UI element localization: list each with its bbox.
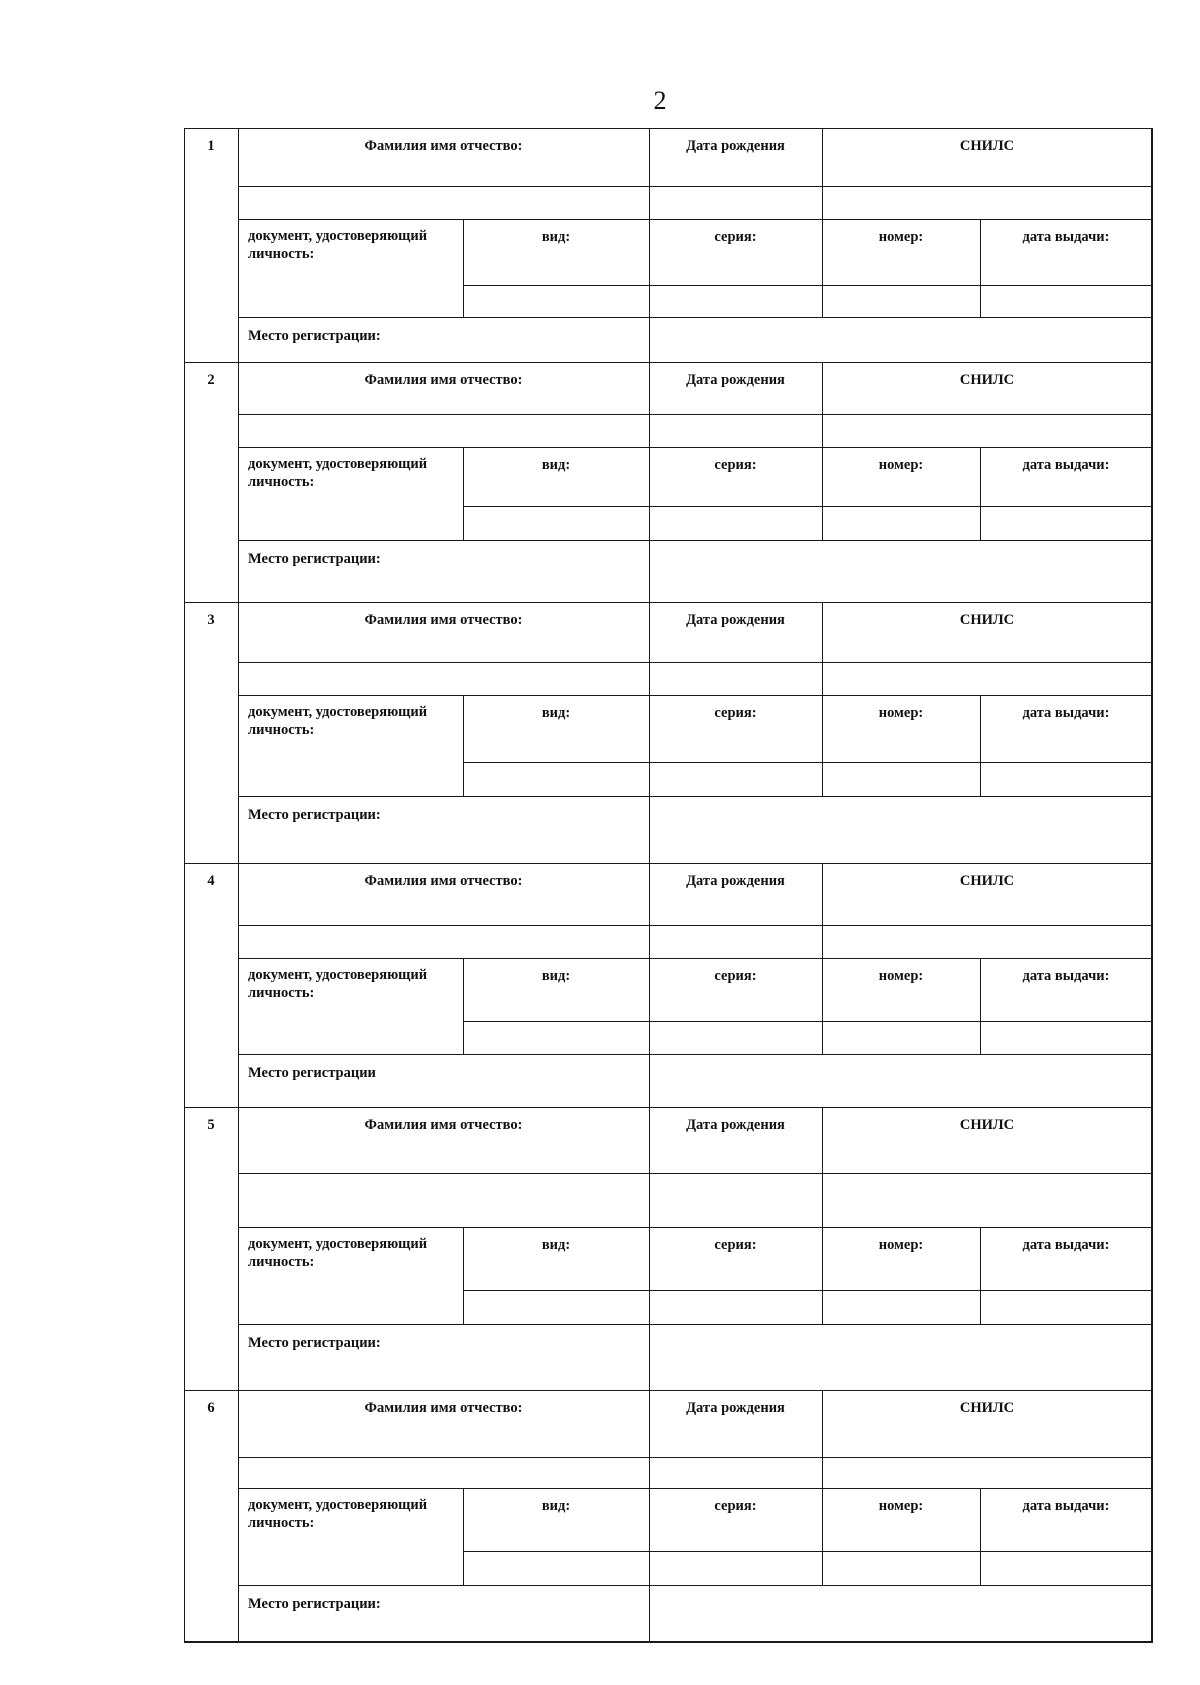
snils-field[interactable] bbox=[822, 662, 1153, 696]
doc-series-label: серия: bbox=[714, 968, 757, 984]
doc-series-field[interactable] bbox=[649, 762, 823, 797]
id-document-label: документ, удостоверяющий личность: bbox=[248, 1236, 428, 1270]
doc-series-label: серия: bbox=[714, 1498, 757, 1514]
registration-field[interactable] bbox=[649, 317, 1153, 363]
doc-number-label: номер: bbox=[878, 1498, 924, 1514]
snils-label: СНИЛС bbox=[959, 612, 1015, 628]
doc-number-field[interactable] bbox=[822, 1290, 981, 1325]
doc-type-label: вид: bbox=[541, 1237, 571, 1253]
snils-field[interactable] bbox=[822, 1457, 1153, 1489]
doc-number-label: номер: bbox=[878, 229, 924, 245]
birth-date-field[interactable] bbox=[649, 1173, 823, 1228]
doc-issue-date-field[interactable] bbox=[980, 762, 1153, 797]
doc-issue-date-label: дата выдачи: bbox=[1022, 229, 1110, 245]
birth-date-field[interactable] bbox=[649, 414, 823, 448]
doc-issue-date-label: дата выдачи: bbox=[1022, 1237, 1110, 1253]
doc-series-label: серия: bbox=[714, 705, 757, 721]
birth-date-label: Дата рождения bbox=[686, 873, 785, 889]
doc-type-field[interactable] bbox=[463, 506, 650, 541]
doc-number-label: номер: bbox=[878, 705, 924, 721]
doc-issue-date-field[interactable] bbox=[980, 1551, 1153, 1586]
doc-issue-date-label: дата выдачи: bbox=[1022, 457, 1110, 473]
birth-date-label: Дата рождения bbox=[686, 612, 785, 628]
fio-label: Фамилия имя отчество: bbox=[364, 372, 523, 388]
id-document-label: документ, удостоверяющий личность: bbox=[248, 704, 428, 738]
fio-field[interactable] bbox=[238, 1457, 650, 1489]
birth-date-field[interactable] bbox=[649, 925, 823, 959]
fio-field[interactable] bbox=[238, 186, 650, 220]
registration-field[interactable] bbox=[649, 540, 1153, 603]
id-document-label: документ, удостоверяющий личность: bbox=[248, 228, 428, 262]
doc-issue-date-label: дата выдачи: bbox=[1022, 1498, 1110, 1514]
doc-issue-date-field[interactable] bbox=[980, 285, 1153, 318]
snils-field[interactable] bbox=[822, 925, 1153, 959]
snils-label: СНИЛС bbox=[959, 1400, 1015, 1416]
doc-type-label: вид: bbox=[541, 229, 571, 245]
record-number-cell bbox=[184, 1107, 239, 1391]
doc-number-label: номер: bbox=[878, 1237, 924, 1253]
record-number: 3 bbox=[207, 612, 215, 628]
snils-field[interactable] bbox=[822, 1173, 1153, 1228]
registration-field[interactable] bbox=[649, 1324, 1153, 1391]
fio-label: Фамилия имя отчество: bbox=[364, 612, 523, 628]
record-number-cell bbox=[184, 863, 239, 1108]
doc-issue-date-label: дата выдачи: bbox=[1022, 705, 1110, 721]
doc-issue-date-label: дата выдачи: bbox=[1022, 968, 1110, 984]
doc-series-field[interactable] bbox=[649, 285, 823, 318]
birth-date-field[interactable] bbox=[649, 186, 823, 220]
doc-number-label: номер: bbox=[878, 968, 924, 984]
page-number: 2 bbox=[653, 86, 667, 115]
doc-type-field[interactable] bbox=[463, 762, 650, 797]
doc-number-label: номер: bbox=[878, 457, 924, 473]
doc-series-label: серия: bbox=[714, 457, 757, 473]
registration-label-cell bbox=[238, 1585, 650, 1643]
record-number: 1 bbox=[207, 138, 215, 154]
doc-type-label: вид: bbox=[541, 457, 571, 473]
doc-issue-date-field[interactable] bbox=[980, 1021, 1153, 1055]
snils-field[interactable] bbox=[822, 414, 1153, 448]
doc-number-field[interactable] bbox=[822, 285, 981, 318]
fio-label: Фамилия имя отчество: bbox=[364, 138, 523, 154]
registration-label: Место регистрации: bbox=[248, 328, 381, 344]
doc-type-field[interactable] bbox=[463, 1021, 650, 1055]
doc-series-field[interactable] bbox=[649, 506, 823, 541]
fio-label: Фамилия имя отчество: bbox=[364, 1400, 523, 1416]
doc-type-label: вид: bbox=[541, 705, 571, 721]
record-number: 2 bbox=[207, 372, 215, 388]
doc-number-field[interactable] bbox=[822, 762, 981, 797]
registration-field[interactable] bbox=[649, 1585, 1153, 1643]
registration-field[interactable] bbox=[649, 1054, 1153, 1108]
doc-series-field[interactable] bbox=[649, 1021, 823, 1055]
fio-field[interactable] bbox=[238, 925, 650, 959]
snils-field[interactable] bbox=[822, 186, 1153, 220]
registration-label: Место регистрации: bbox=[248, 551, 381, 567]
doc-number-field[interactable] bbox=[822, 1021, 981, 1055]
record-number-cell bbox=[184, 602, 239, 864]
registration-label: Место регистрации: bbox=[248, 1596, 381, 1612]
fio-field[interactable] bbox=[238, 414, 650, 448]
doc-type-field[interactable] bbox=[463, 1290, 650, 1325]
registration-label: Место регистрации: bbox=[248, 1335, 381, 1351]
registration-label: Место регистрации bbox=[248, 1065, 376, 1081]
snils-label: СНИЛС bbox=[959, 1117, 1015, 1133]
doc-type-field[interactable] bbox=[463, 285, 650, 318]
doc-number-field[interactable] bbox=[822, 506, 981, 541]
id-document-label: документ, удостоверяющий личность: bbox=[248, 1497, 428, 1531]
doc-series-field[interactable] bbox=[649, 1551, 823, 1586]
fio-label: Фамилия имя отчество: bbox=[364, 873, 523, 889]
fio-field[interactable] bbox=[238, 1173, 650, 1228]
snils-label: СНИЛС bbox=[959, 372, 1015, 388]
doc-number-field[interactable] bbox=[822, 1551, 981, 1586]
birth-date-label: Дата рождения bbox=[686, 1117, 785, 1133]
birth-date-field[interactable] bbox=[649, 1457, 823, 1489]
record-number: 4 bbox=[207, 873, 215, 889]
fio-label: Фамилия имя отчество: bbox=[364, 1117, 523, 1133]
doc-type-label: вид: bbox=[541, 1498, 571, 1514]
snils-label: СНИЛС bbox=[959, 873, 1015, 889]
birth-date-label: Дата рождения bbox=[686, 1400, 785, 1416]
doc-issue-date-field[interactable] bbox=[980, 1290, 1153, 1325]
registration-field[interactable] bbox=[649, 796, 1153, 864]
birth-date-label: Дата рождения bbox=[686, 372, 785, 388]
record-number: 6 bbox=[207, 1400, 215, 1416]
registration-label: Место регистрации: bbox=[248, 807, 381, 823]
record-number-cell bbox=[184, 128, 239, 363]
birth-date-field[interactable] bbox=[649, 662, 823, 696]
doc-issue-date-field[interactable] bbox=[980, 506, 1153, 541]
record-number-cell bbox=[184, 1390, 239, 1643]
record-number-cell bbox=[184, 362, 239, 603]
fio-field[interactable] bbox=[238, 662, 650, 696]
birth-date-label: Дата рождения bbox=[686, 138, 785, 154]
record-number: 5 bbox=[207, 1117, 215, 1133]
doc-type-field[interactable] bbox=[463, 1551, 650, 1586]
doc-type-label: вид: bbox=[541, 968, 571, 984]
snils-label: СНИЛС bbox=[959, 138, 1015, 154]
doc-series-label: серия: bbox=[714, 229, 757, 245]
doc-series-label: серия: bbox=[714, 1237, 757, 1253]
id-document-label: документ, удостоверяющий личность: bbox=[248, 456, 428, 490]
doc-series-field[interactable] bbox=[649, 1290, 823, 1325]
id-document-label: документ, удостоверяющий личность: bbox=[248, 967, 428, 1001]
